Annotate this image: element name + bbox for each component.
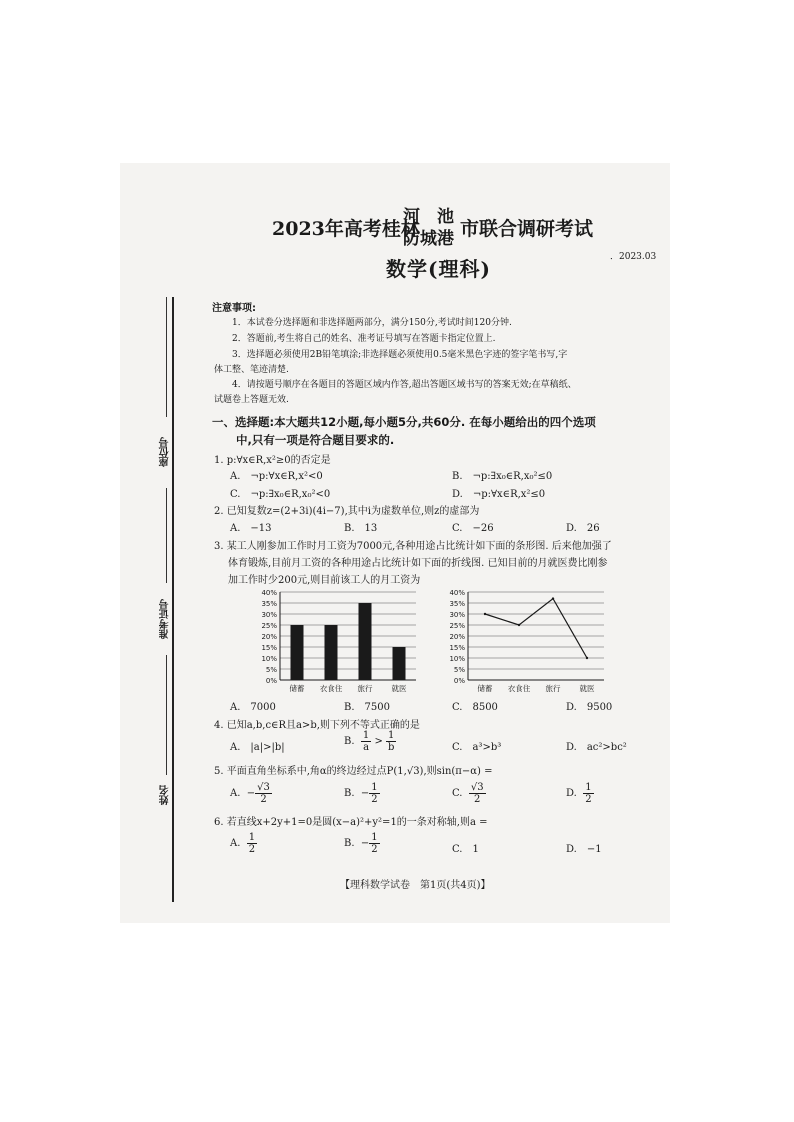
q4-option-b-frac2	[386, 730, 396, 753]
q5-b-num: 1	[371, 782, 378, 793]
city-fangchenggang: 防城港	[403, 229, 454, 249]
line-chart-y-tick-label: 35%	[449, 600, 465, 608]
q6-a-label: A.	[230, 838, 241, 849]
seat-field-line	[166, 297, 167, 417]
q4-b-num1: 1	[362, 730, 370, 741]
bar-chart-y-tick-label: 40%	[261, 589, 277, 597]
q4-option-d: D. ac²>bc²	[566, 742, 627, 753]
q1-stem: 1. p:∀x∈R,x²≥0的否定是	[214, 455, 331, 466]
q5-option-b	[344, 782, 380, 805]
line-chart-y-tick-label: 15%	[449, 644, 465, 652]
line-chart-y-tick-label: 5%	[453, 666, 465, 674]
q4-option-c: C. a³>b³	[452, 742, 502, 753]
q6-a-den: 2	[248, 844, 256, 855]
bar-chart-x-label: 衣食住	[319, 684, 343, 693]
bar-chart-x-label: 旅行	[357, 684, 373, 693]
q4-option-b-label: B.	[344, 736, 355, 747]
q5-c-den: 2	[474, 794, 481, 805]
q5-a-sign: −	[246, 788, 256, 799]
name-label: 姓名	[160, 785, 171, 805]
q5-b-sign: −	[360, 788, 370, 799]
bar-3	[359, 603, 372, 680]
seat-label: 座位号	[160, 437, 171, 467]
q5-option-d	[566, 782, 594, 805]
q5-b-frac	[369, 782, 379, 805]
notice-item-4-cont: 试题卷上答题无效.	[214, 395, 289, 405]
line-chart-y-tick-label: 20%	[449, 633, 465, 641]
section-heading-line1: 一、选择题:本大题共12小题,每小题5分,共60分. 在每小题给出的四个选项	[212, 415, 596, 429]
q3-stem-line3: 加工作时少200元,则目前该工人的月工资为	[228, 575, 421, 586]
subject-title: 数学(理科)	[386, 257, 491, 281]
bar-chart-x-label: 就医	[391, 684, 407, 693]
line-point-4	[586, 657, 588, 659]
line-point-2	[518, 624, 520, 626]
q4-b-den2: b	[388, 742, 395, 753]
q6-option-c: C. 1	[452, 844, 479, 855]
q6-b-label: B.	[344, 838, 355, 849]
exam-title-left: 2023年高考桂林	[272, 218, 420, 240]
line-chart-y-tick-label: 25%	[449, 622, 465, 630]
page-footer: 【理科数学试卷 第1页(共4页)】	[340, 880, 491, 891]
bar-chart-x-label: 储蓄	[289, 684, 305, 693]
q4-option-a: A. |a|>|b|	[230, 742, 285, 753]
q6-b-frac	[369, 832, 379, 855]
q6-a-num: 1	[248, 832, 256, 843]
q6-option-d: D. −1	[566, 844, 602, 855]
q1-option-b: B. ¬p:∃x₀∈R,x₀²≤0	[452, 471, 553, 482]
q4-b-num2: 1	[386, 730, 396, 742]
q5-option-a	[230, 782, 272, 805]
line-chart-x-label: 储蓄	[477, 684, 493, 693]
bar-chart-y-tick-label: 30%	[261, 611, 277, 619]
q1-option-c: C. ¬p:∃x₀∈R,x₀²<0	[230, 489, 331, 500]
section-heading-line2: 中,只有一项是符合题目要求的.	[236, 433, 395, 447]
q5-d-label: D.	[566, 788, 577, 799]
line-point-1	[484, 613, 486, 615]
bar-chart	[246, 586, 426, 694]
line-chart-x-label: 衣食住	[507, 684, 531, 693]
exam-date: ．2023.03	[610, 252, 657, 262]
q6-option-a	[230, 832, 257, 855]
q5-c-num: √3	[470, 782, 484, 793]
q2-option-d: D. 26	[566, 523, 600, 534]
notice-item-3: 3．选择题必须使用2B铅笔填涂;非选择题必须使用0.5毫米黑色字迹的签字笔书写,字	[232, 350, 568, 360]
q3-option-b: B. 7500	[344, 702, 390, 713]
line-chart-x-label: 旅行	[545, 684, 561, 693]
q6-b-num: 1	[371, 832, 378, 843]
q5-d-frac	[583, 782, 593, 805]
q1-option-a: A. ¬p:∀x∈R,x²<0	[230, 471, 323, 482]
q3-option-a: A. 7000	[230, 702, 276, 713]
notice-item-3-cont: 体工整、笔迹清楚.	[214, 365, 289, 375]
city-hechi: 河 池	[403, 207, 454, 227]
q6-stem: 6. 若直线x+2y+1=0是圆(x−a)²+y²=1的一条对称轴,则a =	[214, 817, 488, 828]
q6-b-den: 2	[371, 844, 378, 855]
line-series	[485, 599, 587, 658]
exam-title-right: 市联合调研考试	[460, 218, 594, 240]
line-chart	[434, 586, 614, 694]
bar-2	[325, 625, 338, 680]
bar-chart-y-tick-label: 15%	[261, 644, 277, 652]
q3-option-c: C. 8500	[452, 702, 498, 713]
q1-option-d: D. ¬p:∀x∈R,x²≤0	[452, 489, 546, 500]
q5-c-frac	[469, 782, 486, 805]
name-field-line	[166, 655, 167, 775]
bar-chart-y-tick-label: 0%	[265, 677, 277, 685]
q6-option-b	[344, 832, 380, 855]
q5-a-den: 2	[260, 794, 267, 805]
q5-b-label: B.	[344, 788, 355, 799]
bar-chart-y-tick-label: 25%	[261, 622, 277, 630]
q4-b-den1: a	[363, 742, 370, 753]
q2-option-c: C. −26	[452, 523, 494, 534]
line-point-3	[552, 597, 554, 599]
notice-item-2: 2．答题前,考生将自己的姓名、准考证号填写在答题卡指定位置上.	[232, 334, 496, 344]
q4-option-b-frac1	[361, 730, 371, 753]
q5-d-num: 1	[585, 782, 592, 793]
q4-option-b	[344, 730, 396, 753]
line-chart-y-tick-label: 10%	[449, 655, 465, 663]
q2-option-b: B. 13	[344, 523, 378, 534]
bar-chart-y-tick-label: 20%	[261, 633, 277, 641]
q2-option-a: A. −13	[230, 523, 272, 534]
line-chart-y-tick-label: 40%	[449, 589, 465, 597]
q5-a-label: A.	[230, 788, 241, 799]
line-chart-x-label: 就医	[579, 684, 595, 693]
q5-a-num: √3	[257, 782, 270, 793]
q6-b-sign: −	[360, 838, 370, 849]
q5-stem: 5. 平面直角坐标系中,角α的终边经过点P(1,√3),则sin(π−α) =	[214, 766, 493, 777]
q5-d-den: 2	[585, 794, 592, 805]
notice-item-1: 1．本试卷分选择题和非选择题两部分，满分150分,考试时间120分钟.	[232, 318, 512, 328]
ticket-label: 准考证号	[160, 599, 171, 639]
notice-item-4: 4．请按题号顺序在各题目的答题区域内作答,超出答题区域书写的答案无效;在草稿纸、	[232, 380, 577, 390]
q5-option-c	[452, 782, 486, 805]
notice-heading: 注意事项:	[212, 303, 256, 314]
line-chart-y-tick-label: 30%	[449, 611, 465, 619]
q3-stem-line1: 3. 某工人刚参加工作时月工资为7000元,各种用途占比统计如下面的条形图. 后来他加强了	[214, 541, 612, 552]
q5-a-frac	[255, 782, 272, 805]
q3-stem-line2: 体育锻炼,目前月工资的各种用途占比统计如下面的折线图. 已知目前的月就医费比刚参	[228, 558, 608, 569]
bar-chart-y-tick-label: 10%	[261, 655, 277, 663]
q2-stem: 2. 已知复数z=(2+3i)(4i−7),其中i为虚数单位,则z的虚部为	[214, 506, 480, 517]
bar-1	[291, 625, 304, 680]
bar-chart-y-tick-label: 5%	[265, 666, 277, 674]
q4-stem: 4. 已知a,b,c∈R且a>b,则下列不等式正确的是	[214, 720, 420, 731]
bar-4	[393, 647, 406, 680]
q5-c-label: C.	[452, 788, 463, 799]
q5-b-den: 2	[371, 794, 378, 805]
q4-option-b-gt: >	[374, 736, 383, 747]
bar-chart-y-tick-label: 35%	[261, 600, 277, 608]
line-chart-y-tick-label: 0%	[453, 677, 465, 685]
q3-option-d: D. 9500	[566, 702, 613, 713]
ticket-field-line	[166, 488, 167, 583]
q6-a-frac	[247, 832, 257, 855]
